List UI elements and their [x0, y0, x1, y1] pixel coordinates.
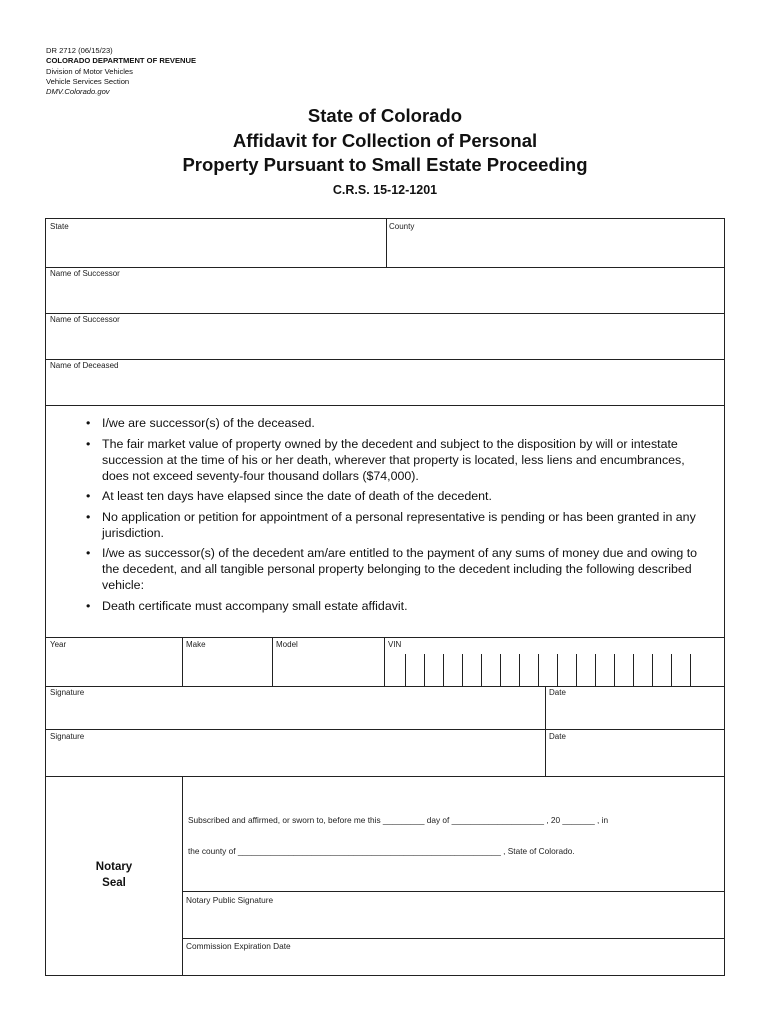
signature-2-label: Signature [50, 732, 85, 741]
seal-label-1: Notary [95, 861, 133, 873]
form-title [0, 104, 770, 178]
affidavit-form [45, 218, 725, 976]
make-label: Make [186, 640, 206, 649]
year-field[interactable] [46, 638, 182, 686]
year-label: Year [50, 640, 67, 649]
statement-item: • No application or petition for appointment of a personal representative is pending or has been granted in any jurisdiction. [86, 509, 714, 541]
vin-box-divider [633, 654, 634, 686]
vin-box-divider [462, 654, 463, 686]
statement-item: • I/we as successor(s) of the decedent am/are entitled to the payment of any sums of money due and owing to the decedent, and all tangible personal property belonging to the decedent including the following described vehicle: [86, 545, 714, 593]
date-1-label: Date [549, 688, 566, 697]
county-field[interactable] [387, 219, 725, 267]
statement-item: • The fair market value of property owned by the decedent and subject to the disposition by will or intestate succession at the time of his or her death, wherever that property is located, less liens and encumbrances, does not exceed seventy-four thousand dollars ($74,000). [86, 436, 714, 484]
website: DMV.Colorado.gov [46, 87, 110, 97]
vin-box-divider [690, 654, 691, 686]
state-label: State [50, 222, 69, 231]
signature-1-label: Signature [50, 688, 85, 697]
vin-box-divider [595, 654, 596, 686]
successor-1-field[interactable] [46, 268, 724, 313]
successor-1-label: Name of Successor [50, 269, 120, 278]
form-header [46, 46, 196, 97]
subscribed-statement: Subscribed and affirmed, or sworn to, before me this _________ day of ____________________ , 20 _______ , in [188, 815, 609, 825]
divider [46, 405, 724, 406]
vin-box-divider [443, 654, 444, 686]
deceased-label: Name of Deceased [50, 361, 119, 370]
vin-box-divider [557, 654, 558, 686]
vin-box-divider [614, 654, 615, 686]
vin-box-divider [671, 654, 672, 686]
division-name: Division of Motor Vehicles [46, 66, 133, 76]
date-1-field[interactable] [546, 687, 724, 729]
title-line-1: State of Colorado [307, 105, 463, 126]
vin-box-divider [519, 654, 520, 686]
vin-box-divider [500, 654, 501, 686]
form-number: DR 2712 (06/15/23) [46, 46, 113, 55]
divider [46, 776, 724, 777]
successor-2-label: Name of Successor [50, 315, 120, 324]
vin-label: VIN [388, 640, 402, 649]
vin-box-divider [538, 654, 539, 686]
successor-2-field[interactable] [46, 314, 724, 359]
deceased-field[interactable] [46, 360, 724, 405]
signature-2-field[interactable] [46, 730, 545, 776]
seal-label-2: Seal [102, 877, 126, 889]
section-name: Vehicle Services Section [46, 76, 130, 86]
title-line-2: Affidavit for Collection of Personal [232, 129, 538, 151]
notary-seal-area [46, 859, 182, 891]
notary-signature-label: Notary Public Signature [186, 895, 274, 905]
commission-expiration-label: Commission Expiration Date [186, 941, 291, 951]
statement-item: • Death certificate must accompany small estate affidavit. [86, 598, 714, 614]
statement-item: • At least ten days have elapsed since the date of death of the decedent. [86, 488, 714, 504]
title-line-3: Property Pursuant to Small Estate Proceeding [182, 154, 588, 175]
state-field[interactable] [46, 219, 386, 267]
vin-box-divider [481, 654, 482, 686]
affidavit-statements [86, 415, 714, 618]
department-name: COLORADO DEPARTMENT OF REVENUE [46, 56, 197, 66]
model-label: Model [276, 640, 298, 649]
vin-box-divider [652, 654, 653, 686]
vin-box-divider [405, 654, 406, 686]
statute-reference: C.R.S. 15-12-1201 [332, 183, 438, 197]
date-2-label: Date [549, 732, 566, 741]
signature-1-field[interactable] [46, 687, 545, 729]
county-label: County [389, 222, 415, 231]
vin-box-divider [576, 654, 577, 686]
vin-box-divider [424, 654, 425, 686]
statement-item: • I/we are successor(s) of the deceased. [86, 415, 714, 431]
county-statement: the county of _________________________________________________________ , State of Colorado. [188, 846, 575, 856]
date-2-field[interactable] [546, 730, 724, 776]
vin-character-boxes [385, 654, 709, 686]
